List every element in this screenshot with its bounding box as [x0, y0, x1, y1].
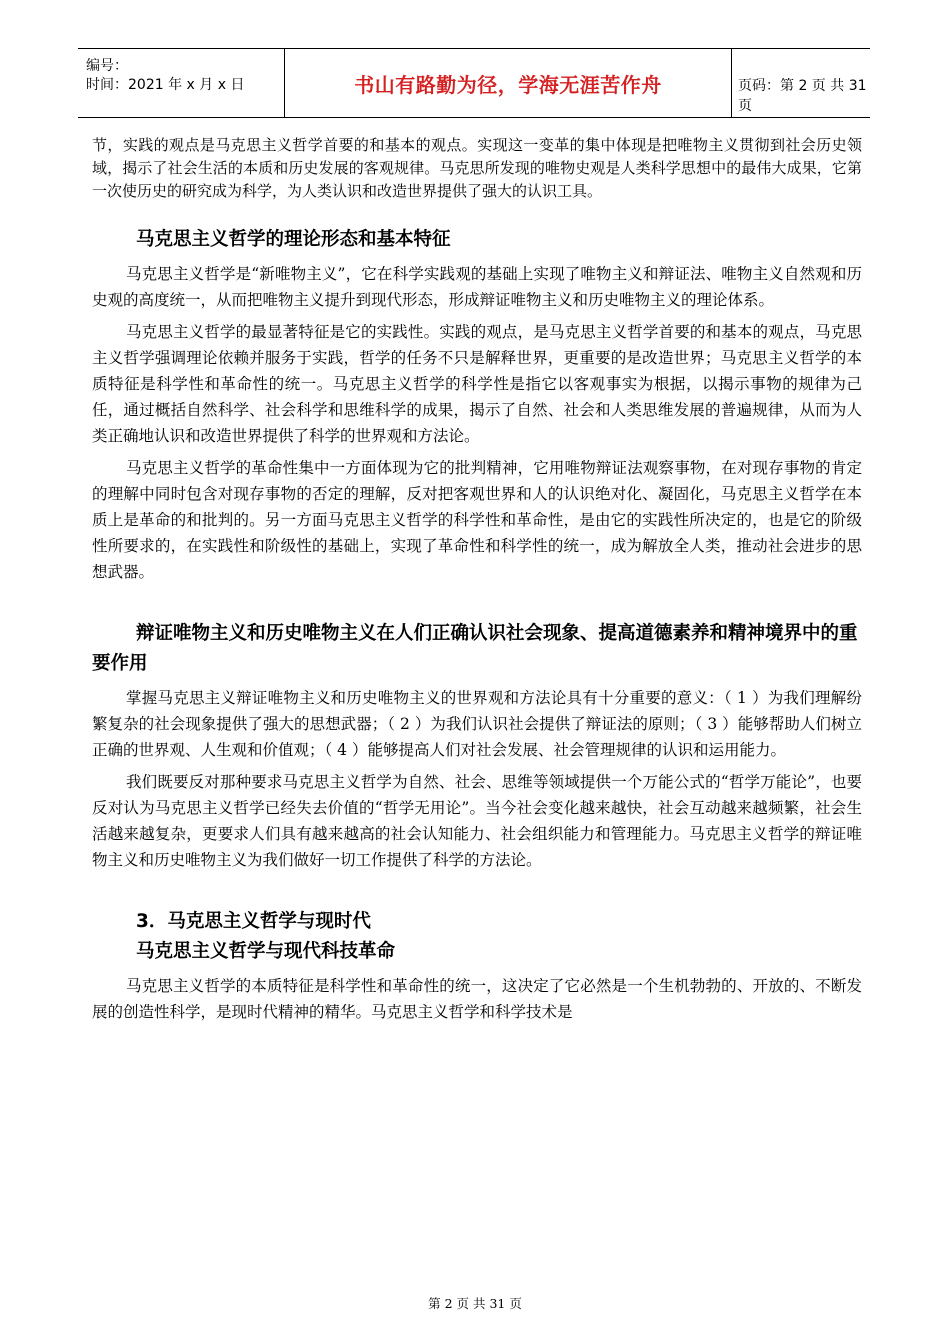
- document-number-label: 编号：: [86, 58, 128, 74]
- page-header: [78, 48, 870, 118]
- paragraph: 马克思主义哲学是“新唯物主义”，它在科学实践观的基础上实现了唯物主义和辩证法、唯物主义自然观和历史观的高度统一，从而把唯物主义提升到现代形态，形成辩证唯物主义和历史唯物主义的理论体系。: [92, 265, 862, 309]
- chapter-heading: 3．马克思主义哲学与现时代: [136, 911, 371, 932]
- document-body: [92, 134, 862, 1025]
- header-motto-cell: [284, 49, 732, 117]
- page-footer: 第 2 页 共 31 页: [428, 1296, 522, 1311]
- header-info-cell: [78, 49, 284, 117]
- paragraph: 马克思主义哲学的最显著特征是它的实践性。实践的观点，是马克思主义哲学首要的和基本的观点，马克思主义哲学强调理论依赖并服务于实践，哲学的任务不只是解释世界，更重要的是改造世界；马克思主义哲学的本质特征是科学性和革命性的统一。马克思主义哲学的科学性是指它以客观事实为根据，以揭示事物的规律为己任，通过概括自然科学、社会科学和思维科学的成果，揭示了自然、社会和人类思维发展的普遍规律，从而为人类正确地认识和改造世界提供了科学的世界观和方法论。: [92, 323, 862, 445]
- section-heading: 马克思主义哲学的理论形态和基本特征: [136, 229, 451, 250]
- paragraph: 我们既要反对那种要求马克思主义哲学为自然、社会、思维等领域提供一个万能公式的“哲学万能论”，也要反对认为马克思主义哲学已经失去价值的“哲学无用论”。当今社会变化越来越快，社会互动越来越频繁，社会生活越来越复杂，更要求人们具有越来越高的社会认知能力、社会组织能力和管理能力。马克思主义哲学的辩证唯物主义和历史唯物主义为我们做好一切工作提供了科学的方法论。: [92, 773, 862, 869]
- header-page-number: 页码：第 2 页 共 31 页: [738, 78, 867, 114]
- paragraph: 掌握马克思主义辩证唯物主义和历史唯物主义的世界观和方法论具有十分重要的意义：（ 1 ）为我们理解纷繁复杂的社会现象提供了强大的思想武器；（ 2 ）为我们认识社会提供了辩证法的原则；（ 3 ）能够帮助人们树立正确的世界观、人生观和价值观；（ 4 ）能够提高人们对社会发展、社会管理规律的认识和运用能力。: [92, 689, 862, 759]
- paragraph: 马克思主义哲学的革命性集中一方面体现为它的批判精神，它用唯物辩证法观察事物，在对现存事物的肯定的理解中同时包含对现存事物的否定的理解，反对把客观世界和人的认识绝对化、凝固化，马克思主义哲学在本质上是革命的和批判的。另一方面马克思主义哲学的科学性和革命性，是由它的实践性所决定的，也是它的阶级性所要求的，在实践性和阶级性的基础上，实现了革命性和科学性的统一，成为解放全人类，推动社会进步的思想武器。: [92, 459, 862, 581]
- section-heading: 辩证唯物主义和历史唯物主义在人们正确认识社会现象、提高道德素养和精神境界中的重要作用: [92, 623, 858, 674]
- paragraph: 马克思主义哲学的本质特征是科学性和革命性的统一，这决定了它必然是一个生机勃勃的、开放的、不断发展的创造性科学，是现时代精神的精华。马克思主义哲学和科学技术是: [92, 977, 862, 1021]
- header-page-cell: [730, 49, 870, 117]
- section-heading: 马克思主义哲学与现代科技革命: [136, 941, 396, 962]
- lead-paragraph: 节，实践的观点是马克思主义哲学首要的和基本的观点。实现这一变革的集中体现是把唯物主义贯彻到社会历史领域，揭示了社会生活的本质和历史发展的客观规律。马克思所发现的唯物史观是人类科学思想中的最伟大成果，它第一次使历史的研究成为科学，为人类认识和改造世界提供了强大的认识工具。: [92, 136, 862, 200]
- header-motto: 书山有路勤为径，学海无涯苦作舟: [354, 73, 662, 97]
- document-date-label: 时间：2021 年 x 月 x 日: [86, 77, 245, 93]
